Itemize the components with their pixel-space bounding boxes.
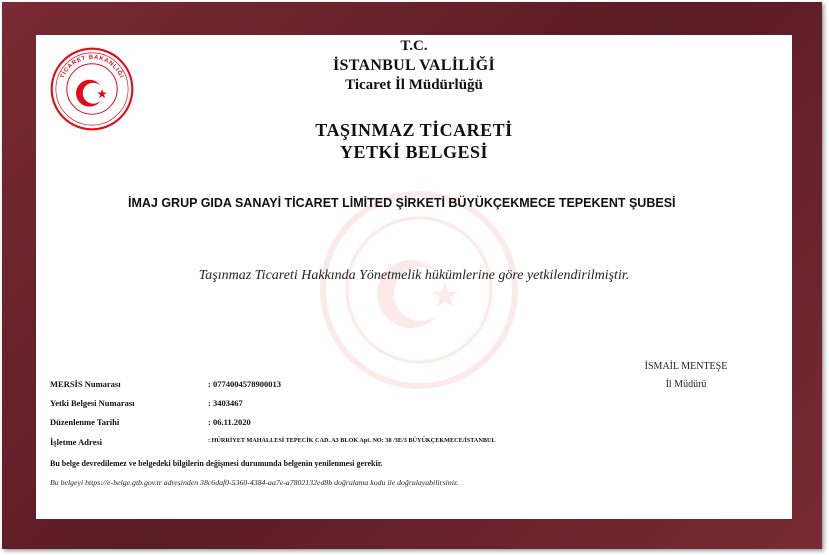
header-mudurluk: Ticaret İl Müdürlüğü	[345, 77, 483, 93]
authorization-statement: Taşınmaz Ticareti Hakkında Yönetmelik hükümlerine göre yetkilendirilmiştir.	[198, 268, 630, 283]
field-value: : 0774004578900013	[208, 379, 281, 389]
field-value: : 3403467	[208, 398, 243, 408]
company-name: İMAJ GRUP GIDA SANAYİ TİCARET LİMİTED ŞİRKETİ BÜYÜKÇEKMECE TEPEKENT ŞUBESİ	[128, 196, 676, 210]
renewal-note: Bu belge devredilemez ve belgedeki bilgilerin değişmesi durumunda belgenin yenilenmesi gerekir.	[50, 459, 383, 468]
certificate-paper	[36, 35, 792, 519]
document-title-line1: TAŞINMAZ TİCARETİ	[315, 120, 513, 140]
header-valilik: İSTANBUL VALİLİĞİ	[332, 57, 496, 74]
signer-name: İSMAİL MENTEŞE	[644, 361, 728, 372]
field-label: İşletme Adresi	[50, 437, 103, 447]
seal-text: TİCARET BAKANLIĞI	[59, 54, 125, 80]
signer-title: İl Müdürü	[665, 379, 707, 390]
field-label: MERSİS Numarası	[50, 379, 121, 389]
field-value: : HÜRRİYET MAHALLESİ TEPECİK CAD. A3 BLOK Apt. NO: 38 /3E/3 BÜYÜKÇEKMECE/İSTANBUL	[208, 437, 496, 444]
document-title-line2: YETKİ BELGESİ	[339, 142, 489, 162]
field-label: Düzenlenme Tarihi	[50, 417, 120, 427]
header-tc: T.C.	[400, 38, 428, 54]
field-label: Yetki Belgesi Numarası	[50, 398, 135, 408]
verification-note: Bu belgeyi https://e-belge.gtb.gov.tr adresinden 38c6daf0-5360-4384-aa7e-a7802132ed8b doğrulama kodu ile doğrulayabilirsiniz.	[50, 478, 459, 487]
watermark-seal-icon	[319, 190, 519, 390]
field-value: : 06.11.2020	[208, 417, 251, 427]
